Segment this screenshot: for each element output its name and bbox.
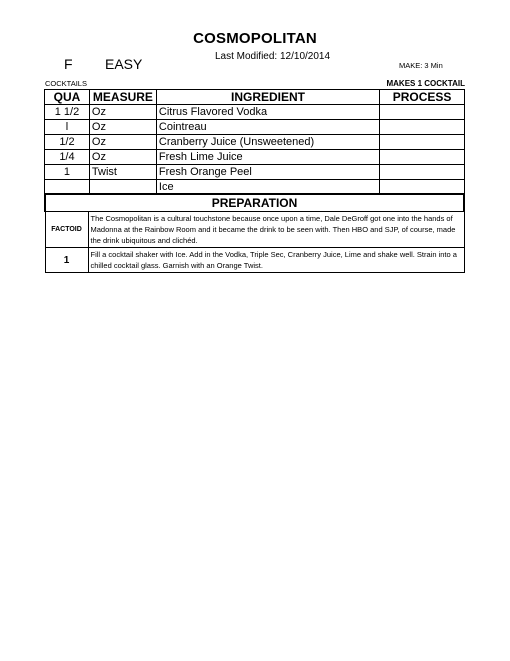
recipe-title: COSMOPOLITAN [193, 30, 317, 47]
measure-cell: Oz [89, 120, 156, 135]
table-row [45, 120, 465, 135]
process-cell [380, 150, 465, 165]
factoid-text: The Cosmopolitan is a cultural touchstone because once upon a time, Dale DeGroff got one into the hands of Madonna at the Rainbow Room and it became the drink to be seen with. Then HBO and SJP, of course, made the drink ubiquitous and clichéd. [88, 212, 464, 248]
ingredient-cell: Cointreau [156, 120, 379, 135]
quantity-cell: 1 1/2 [45, 105, 90, 120]
quantity-cell: 1/2 [45, 135, 90, 150]
table-row [45, 150, 465, 165]
table-row [45, 135, 465, 150]
ingredient-cell: Ice [156, 180, 379, 195]
recipe-difficulty: EASY [105, 56, 143, 72]
ingredient-cell: Fresh Lime Juice [156, 150, 379, 165]
measure-cell: Oz [89, 135, 156, 150]
column-header-quantity: QUA [45, 90, 90, 105]
recipe-category: COCKTAILS [45, 79, 87, 88]
ingredients-table [44, 89, 465, 195]
process-cell [380, 135, 465, 150]
recipe-yield: MAKES 1 COCKTAIL [386, 79, 465, 88]
measure-cell: Oz [89, 150, 156, 165]
column-header-process: PROCESS [380, 90, 465, 105]
preparation-header: PREPARATION [45, 194, 464, 212]
last-modified: Last Modified: 12/10/2014 [214, 51, 331, 62]
table-row [45, 165, 465, 180]
measure-cell: Twist [89, 165, 156, 180]
measure-cell: Oz [89, 105, 156, 120]
recipe-grade: F [64, 56, 73, 72]
step-number: 1 [45, 248, 88, 273]
process-cell [380, 120, 465, 135]
ingredients-header-row [45, 90, 465, 105]
make-time: MAKE: 3 Min [399, 61, 443, 70]
ingredient-cell: Citrus Flavored Vodka [156, 105, 379, 120]
quantity-cell: 1 [45, 165, 90, 180]
ingredient-cell: Fresh Orange Peel [156, 165, 379, 180]
table-row [45, 105, 465, 120]
factoid-row [45, 212, 464, 248]
ingredient-cell: Cranberry Juice (Unsweetened) [156, 135, 379, 150]
preparation-table [44, 193, 465, 273]
process-cell [380, 105, 465, 120]
quantity-cell: l [45, 120, 90, 135]
step-row [45, 248, 464, 273]
factoid-label: FACTOID [45, 212, 88, 248]
process-cell [380, 165, 465, 180]
column-header-measure: MEASURE [89, 90, 156, 105]
column-header-ingredient: INGREDIENT [156, 90, 379, 105]
quantity-cell: 1/4 [45, 150, 90, 165]
step-text: Fill a cocktail shaker with Ice. Add in the Vodka, Triple Sec, Cranberry Juice, Lime and shake well. Strain into a chilled cocktail glass. Garnish with an Orange Twist. [88, 248, 464, 273]
